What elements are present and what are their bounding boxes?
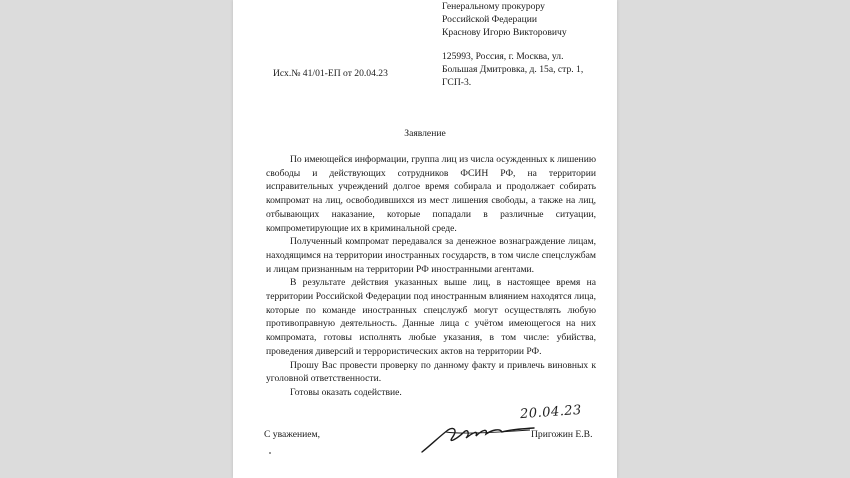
document-page [233,0,617,478]
address-line: 125993, Россия, г. Москва, ул. [442,51,564,62]
signer-name: Пригожин Е.В. [531,429,593,440]
addressee-line: Генеральному прокурору [442,1,545,12]
addressee-block [442,0,617,89]
body-paragraph: Полученный компромат передавался за денежное вознаграждение лицам, находящимся на территории иностранных государств, в том числе спецслужбам и лицам признанным на территории РФ иностранными агентами. [266,236,596,275]
addressee-line: Краснову Игорю Викторовичу [442,27,567,38]
document-title: Заявление [404,128,446,139]
body-paragraph: Прошу Вас провести проверку по данному факту и привлечь виновных к уголовной ответственности. [266,359,596,385]
document-body [266,153,596,400]
addressee-line: Российской Федерации [442,14,537,25]
outgoing-reference: Исх.№ 41/01-ЕП от 20.04.23 [273,68,388,79]
handwritten-signature-icon [418,408,538,458]
body-paragraph: По имеющейся информации, группа лиц из числа осужденных к лишению свободы и действующих сотрудников ФСИН РФ, на территории исправительных учреждений долгое время собирала и продолжает собирать компромат на лиц, освободившихся из мест лишения свободы, а также на лиц, отбывающих наказание, которые попадали в различные ситуации, компрометирующие их в криминальной среде. [266,154,596,234]
body-paragraph: Готовы оказать содействие. [290,386,402,398]
address-line: ГСП-3. [442,77,472,88]
closing-phrase: С уважением, [264,429,321,440]
body-paragraph: В результате действия указанных выше лиц, в настоящее время на территории Российской Федерации под иностранным влиянием находятся лица, которые по команде иностранных спецслужб могут осуществлять любую противоправную деятельность. Данные лица с учётом имеющегося на них компромата, готовы исполнять любые указания, в том числе: убийства, проведения диверсий и террористических актов на территории РФ. [266,277,596,357]
handwritten-date: 20.04.23 [519,402,583,423]
address-line: Большая Дмитровка, д. 15а, стр. 1, [442,64,584,75]
